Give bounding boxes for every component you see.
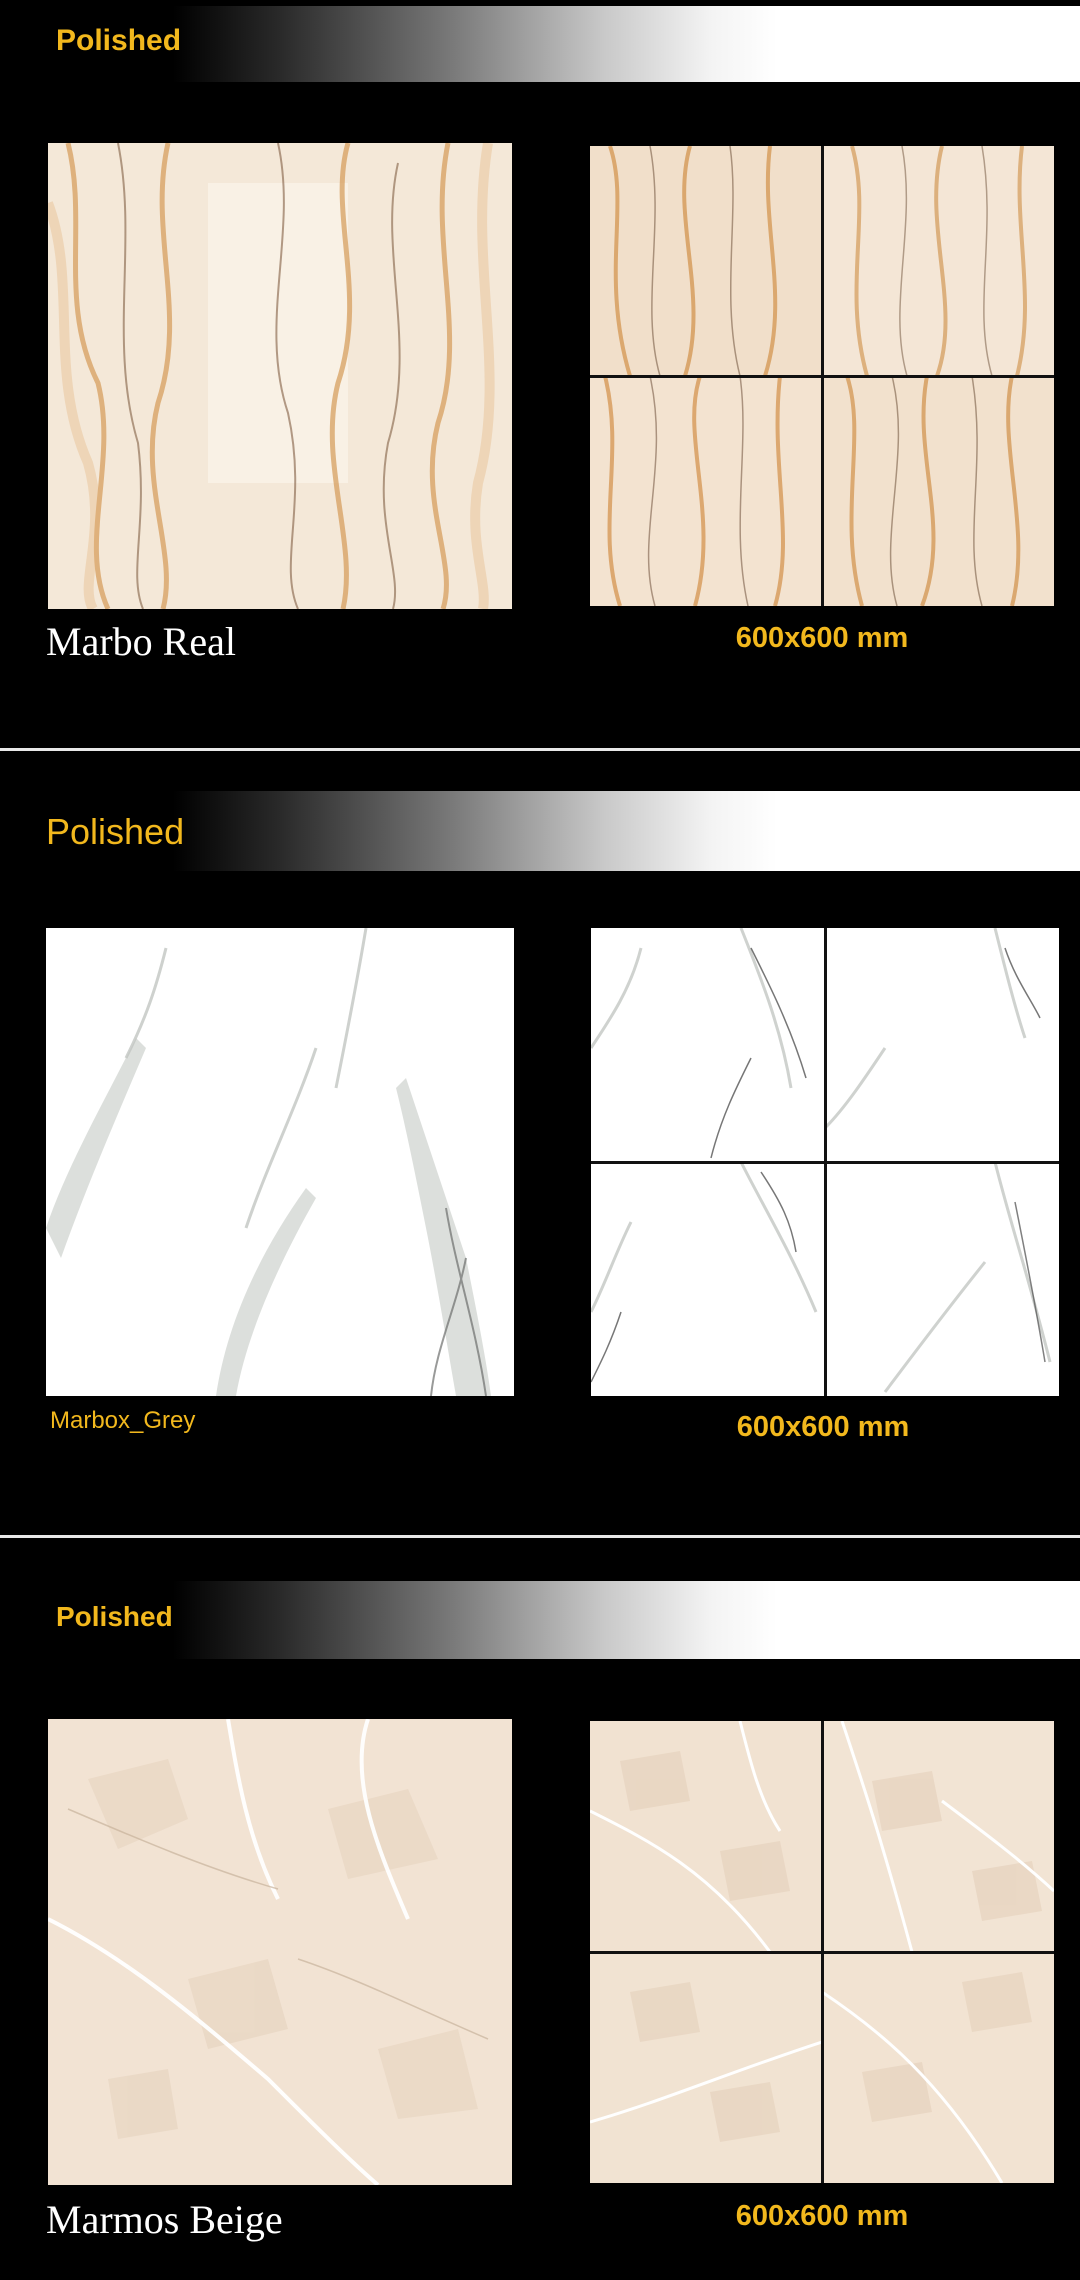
tile-image-grid[interactable] [591,928,1059,1396]
grid-divider-horizontal [590,375,1054,378]
tile-image-single[interactable] [46,928,514,1396]
product-name: Marbox_Grey [50,1407,196,1434]
finish-label: Polished [46,811,185,852]
tile-image-grid[interactable] [590,146,1054,606]
product-section-marmos-beige [0,1538,1080,2280]
finish-label: Polished [56,1601,173,1632]
finish-label: Polished [56,24,182,57]
tile-image-single[interactable] [48,1719,512,2185]
product-size: 600x600 mm [736,1411,910,1443]
product-size: 600x600 mm [735,622,909,654]
product-name: Marbo Real [46,619,236,664]
product-section-marbo-real [0,0,1080,748]
product-section-marbox-grey [0,751,1080,1535]
product-size: 600x600 mm [735,2200,909,2232]
grid-divider-horizontal [591,1161,1059,1164]
tile-image-grid[interactable] [590,1721,1054,2183]
product-name: Marmos Beige [46,2197,283,2242]
grid-divider-horizontal [590,1951,1054,1954]
tile-image-single[interactable] [48,143,512,609]
